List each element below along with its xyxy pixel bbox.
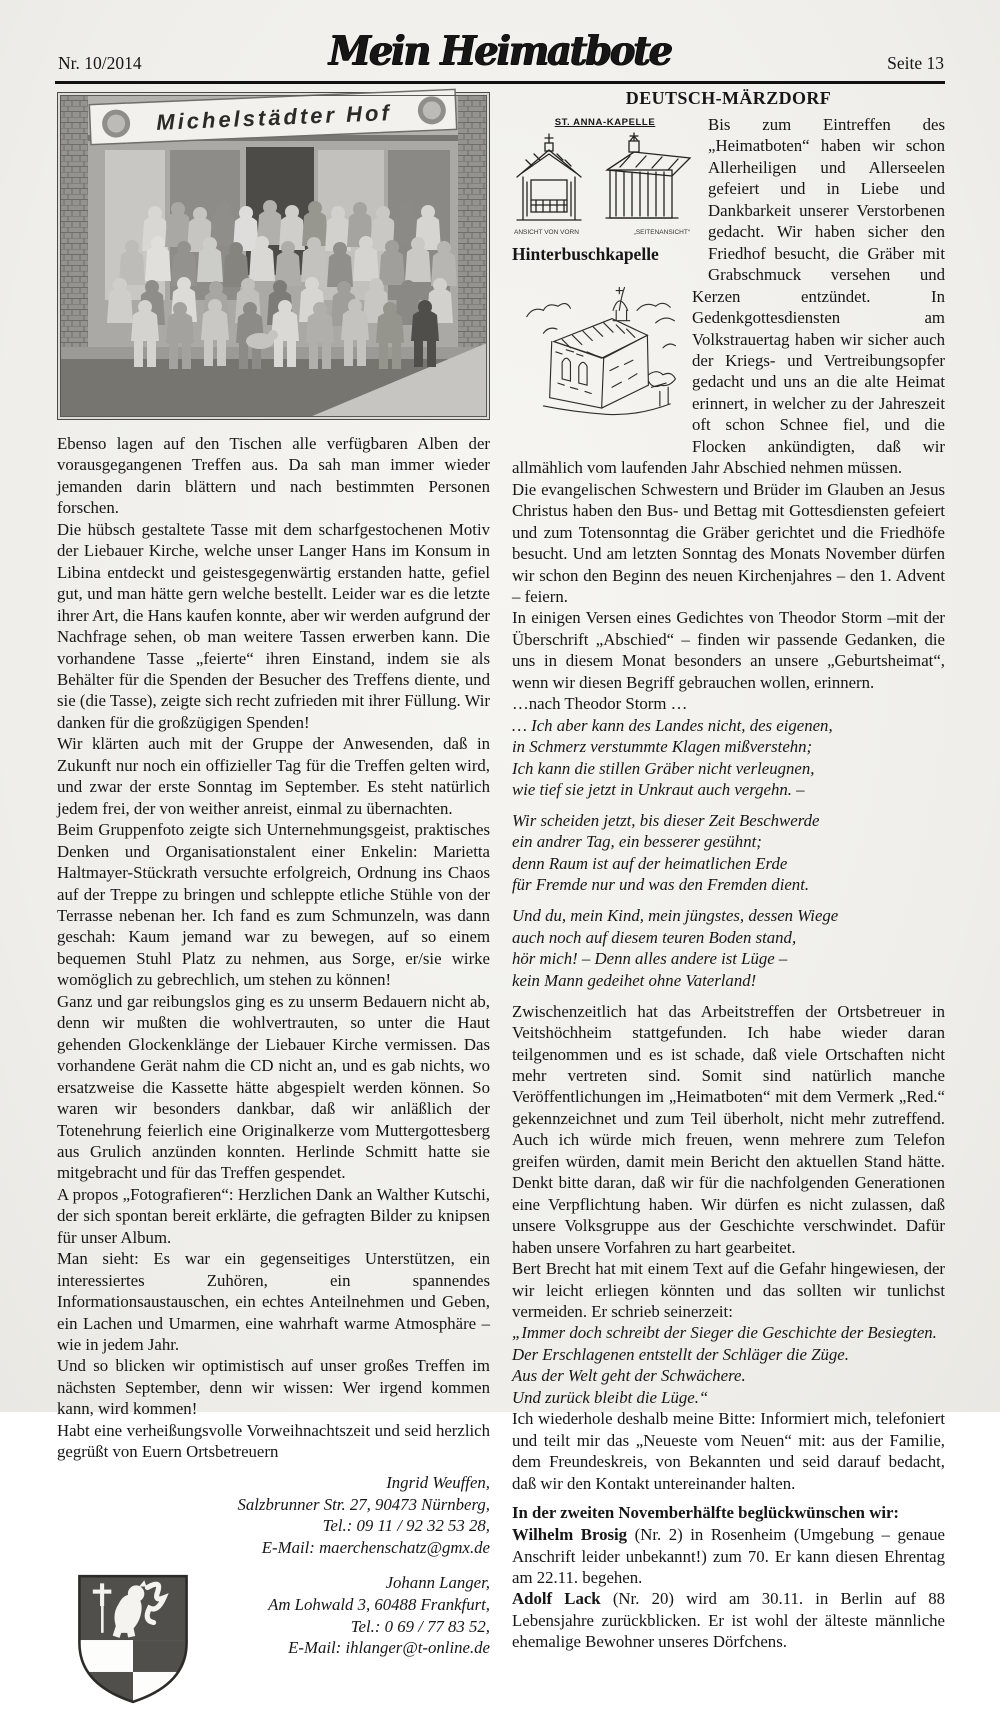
paragraph: Die hübsch gestaltete Tasse mit dem scharfgestochenen Motiv der Liebauer Kirche, welche unser Langer Hans im Konsum in Libina entdeckt und geistesgegenwärtig erstanden hatte, gefiel gut, und man hätte gern welche bestellt. Leider war es die letzte ihrer Art, die Hans kaufen konnte, aber wir werden aufgrund der Nachfrage sehen, ob man weitere Tassen erwerben kann. Die vorhandene Tasse „feierte“ ihren Einstand, indem sie als Behälter für die Spenden der Besucher des Treffens diente, und sie (die Tasse), zeigte sich recht zufrieden mit ihrer Füllung. Wir danken für die großzügigen Spenden!	[57, 519, 490, 732]
paragraph: Beim Gruppenfoto zeigte sich Unternehmungsgeist, praktisches Denken und Organisationstalent einer Enkelin: Marietta Haltmayer-Stückrath versuchte erfolgreich, Ordnung ins Chaos auf der Treppe zu bringen und schleppte etliche Stühle von der Terrasse nebenan her. Ich fand es zum Schmunzeln, was dann geschah: Kaum jemand war zu bewegen, auf so einem bequemen Stuhl Platz zu nehmen, aus Sorge, er/sie wirke womöglich zu gebrechlich, um stehen zu können!	[57, 820, 490, 990]
chapel-side-drawing	[606, 133, 690, 218]
paragraph: Habt eine verheißungsvolle Vorweihnachtszeit und seid herzlich gegrüßt von Euern Ortsbetreuern	[57, 1420, 490, 1462]
quote-line: Und zurück bleibt die Lüge.“	[512, 1387, 709, 1407]
poem-line: … Ich aber kann des Landes nicht, des eigenen,	[512, 715, 833, 735]
signature-line: Tel.: 09 11 / 92 32 53 28,	[322, 1516, 490, 1536]
quote-line: Der Erschlagenen entstellt der Schläger die Züge.	[512, 1344, 849, 1364]
issue-number: Nr. 10/2014	[58, 53, 142, 73]
poem-line: Ich kann die stillen Gräber nicht verleugnen,	[512, 758, 815, 778]
paragraph: Wir klärten auch mit der Gruppe der Anwesenden, daß in Zukunft nur noch ein offizieller Tag für die Treffen gelten wird, und zwar der erste Sonntag im September. Es steht natürlich jedem frei, der von weither anreist, einmal zu übernachten.	[57, 734, 490, 818]
church-sketch	[512, 275, 684, 438]
chapel-figure-label: Hinterbuschkapelle	[512, 244, 659, 264]
chapel-front-drawing	[517, 134, 581, 220]
birthday-text: (Nr. 20) wird am 30.11. in Berlin auf 88 Lebensjahre zurückblicken. Er ist wohl der älteste männliche ehemalige Bewohner unseres Dörfchens.	[512, 1589, 945, 1652]
birthday-name: Wilhelm Brosig	[512, 1525, 628, 1545]
signature-email: E-Mail: maerchenschatz@gmx.de	[261, 1538, 490, 1558]
signature-line: Johann Langer,	[385, 1572, 490, 1592]
paragraph: Man sieht: Es war ein gegenseitiges Unterstützen, ein interessiertes Zuhören, ein spannendes Informationsaustauschen, ein echtes Anteilnehmen und Geben, ein Lachen und Umarmen, eine wahrhaft warme Atmosphäre – wie in jedem Jahr.	[57, 1249, 490, 1355]
signature-email: E-Mail: ihlanger@t-online.de	[288, 1638, 490, 1658]
group-photo	[57, 92, 490, 420]
page-title: Mein Heimatbote	[328, 26, 672, 75]
coat-of-arms	[57, 1571, 209, 1712]
poem-stanza	[512, 715, 945, 801]
signature-block-langer	[268, 1572, 490, 1659]
poem-line: auch noch auf diesem teuren Boden stand,	[512, 927, 797, 947]
poem-intro: …nach Theodor Storm …	[512, 694, 688, 714]
paragraph: Zwischenzeitlich hat das Arbeitstreffen der Ortsbetreuer in Veitshöchheim stattgefunden. Ich habe wieder daran teilgenommen und es ist schade, daß viele Ortschaften nicht mehr vertreten sind. Somit sind natürlich manche Veröffentlichungen im „Heimatboten“ mit dem Vermerk „Red.“ gekennzeichnet und zum Teil überholt, nicht mehr zutreffend. Auch ich würde mich freuen, wenn mehrere zum Telefon greifen würden, damit mein Bericht den aktuellen Stand hätte. Denkt bitte daran, daß wir für die nachfolgenden Generationen eine Verpflichtung haben. Wir dürfen es nicht zulassen, daß unsere Volksgruppe aus der Geschichte verschwindet. Dafür haben unsere Vorfahren zu hart gearbeitet.	[512, 1001, 945, 1257]
signature-line: Salzbrunner Str. 27, 90473 Nürnberg,	[237, 1494, 490, 1514]
poem-line: ein andrer Tag, ein besserer gesühnt;	[512, 832, 762, 852]
birthday-text: (Nr. 2) in Rosenheim (Umgebung – genaue Anschrift leider unbekannt!) zum 70. Er kann diesen Ehrentag am 22.11. begehen.	[512, 1525, 945, 1587]
chapel-figure	[512, 117, 698, 265]
poem-line: wie tief sie jetzt in Unkraut auch vergehn. –	[512, 780, 805, 800]
chapel-drawings	[512, 130, 698, 226]
left-column	[57, 92, 490, 1712]
signature-line: Tel.: 0 69 / 77 83 52,	[350, 1616, 490, 1636]
poem-line: in Schmerz verstummte Klagen mißverstehn;	[512, 737, 813, 757]
photo-sign-text: Michelstädter Hof	[155, 100, 393, 135]
page-number: Seite 13	[887, 53, 944, 73]
poem-line: denn Raum ist auf der heimatlichen Erde	[512, 853, 788, 873]
poem-line: hör mich! – Denn alles andere ist Lüge –	[512, 949, 788, 969]
birthday-entry	[512, 1524, 945, 1588]
paragraph: Bert Brecht hat mit einem Text auf die Gefahr hingewiesen, der wir leicht erliegen könnten und das sollten wir tunlichst vermeiden. Er schrieb seinerzeit:	[512, 1259, 945, 1321]
paragraph: A propos „Fotografieren“: Herzlichen Dank an Walther Kutschi, der sich spontan bereit erklärte, die gefragten Bilder zu knipsen für unser Album.	[57, 1184, 490, 1247]
poem-line: kein Mann gedeihet ohne Vaterland!	[512, 970, 757, 990]
chapel-front-caption: ANSICHT VON VORN	[514, 229, 579, 236]
signature-line: Ingrid Weuffen,	[386, 1472, 490, 1492]
signature-line: Am Lohwald 3, 60488 Frankfurt,	[268, 1594, 490, 1614]
poem-line: Wir scheiden jetzt, bis dieser Zeit Beschwerde	[512, 811, 820, 830]
birthday-heading: In der zweiten Novemberhälfte beglückwünschen wir:	[512, 1503, 900, 1523]
poem-stanza	[512, 810, 945, 896]
paragraph: Und so blicken wir optimistisch auf unser großes Treffen im nächsten September, denn wir wissen: Wer irgend kommen kann, wird kommen!	[57, 1356, 490, 1419]
quote-line: „Immer doch schreibt der Sieger die Geschichte der Besiegten.	[512, 1323, 937, 1343]
group-photo-illustration	[60, 95, 487, 417]
poem-stanza	[512, 905, 945, 991]
right-column	[512, 88, 945, 1653]
paragraph: In einigen Versen eines Gedichtes von Theodor Storm –mit der Überschrift „Abschied“ – finden wir passende Gedanken, die uns in diesem Monat besonders an unsere „Geburtsheimat“, wenn wir diesen Begriff gebrauchen wollen, erinnern.	[512, 608, 945, 692]
paragraph: Bis zum Eintreffen des „Heimatboten“ haben wir schon Allerheiligen und Allerseelen gefeiert und in Liebe und Dankbarkeit unserer Verstorbenen gedacht. Wir haben sicher den Friedhof besucht, die Gräber mit Grabschmuck versehen und Kerzen entzündet. In Gedenkgottesdiensten am Volkstrauertag haben wir sicher auch der Kriegs- und Vertreibungsopfer gedacht und uns an die alte Heimat erinnert, in welcher zu der Jahreszeit oft schon Schnee fiel, und die Flocken ankündigten, daß wir allmählich vom laufenden Jahr Abschied nehmen müssen.	[512, 115, 945, 478]
birthday-entry	[512, 1588, 945, 1652]
paragraph: Ich wiederhole deshalb meine Bitte: Informiert mich, telefoniert und teilt mir das „Neueste vom Neuen“ mit: aus der Familie, dem Freundeskreis, von Bekannten und seid darauf bedacht, daß wir den Kontakt untereinander halten.	[512, 1409, 945, 1493]
header-divider	[55, 81, 945, 84]
paragraph: Ebenso lagen auf den Tischen alle verfügbaren Alben der vorausgegangenen Treffen aus. Da sah man immer wieder jemanden darin blättern und nach bestimmten Personen forschen.	[57, 434, 490, 518]
chapel-figure-title: ST. ANNA-KAPELLE	[554, 117, 656, 128]
chapel-side-caption: „SEITENANSICHT“	[633, 229, 690, 236]
paragraph: Ganz und gar reibungslos ging es zu unserm Bedauern nicht ab, denn wir mußten die wohlvertrauten, so unter die Haut gehenden Glockenklänge der Liebauer Kirche vermissen. Das vorhandene Gerät nahm die CD nicht an, und es gab nichts, wo ersatzweise die Kassette hätte abgespielt werden können. So waren wir besonders dankbar, daß wir anläßlich der Totenehrung feierlich eine Originalkerze vom Muttergottesberg aus Grulich anzünden konnten. Herlinde Schmitt hatte sie mitgebracht und für das Treffen gespendet.	[57, 991, 490, 1183]
poem-line: Und du, mein Kind, mein jüngstes, dessen Wiege	[512, 906, 839, 926]
birthday-name: Adolf Lack	[512, 1589, 601, 1609]
paragraph: Die evangelischen Schwestern und Brüder im Glauben an Jesus Christus haben den Bus- und Bettag mit Gottesdiensten gefeiert und zum Totensonntag die Gräber gerichtet und die Friedhöfe besucht. Und am letzten Sonntag des Monats November dürfen wir schon den Beginn des neuen Kirchenjahres – den 1. Advent – feiern.	[512, 479, 945, 606]
poem-line: für Fremde nur und was den Fremden dient.	[512, 875, 810, 895]
brecht-quote	[512, 1322, 945, 1408]
article-heading: DEUTSCH-MÄRZDORF	[625, 88, 832, 108]
quote-line: Aus der Welt geht der Schwächere.	[512, 1366, 746, 1386]
signature-block-weuffen	[57, 1472, 490, 1559]
